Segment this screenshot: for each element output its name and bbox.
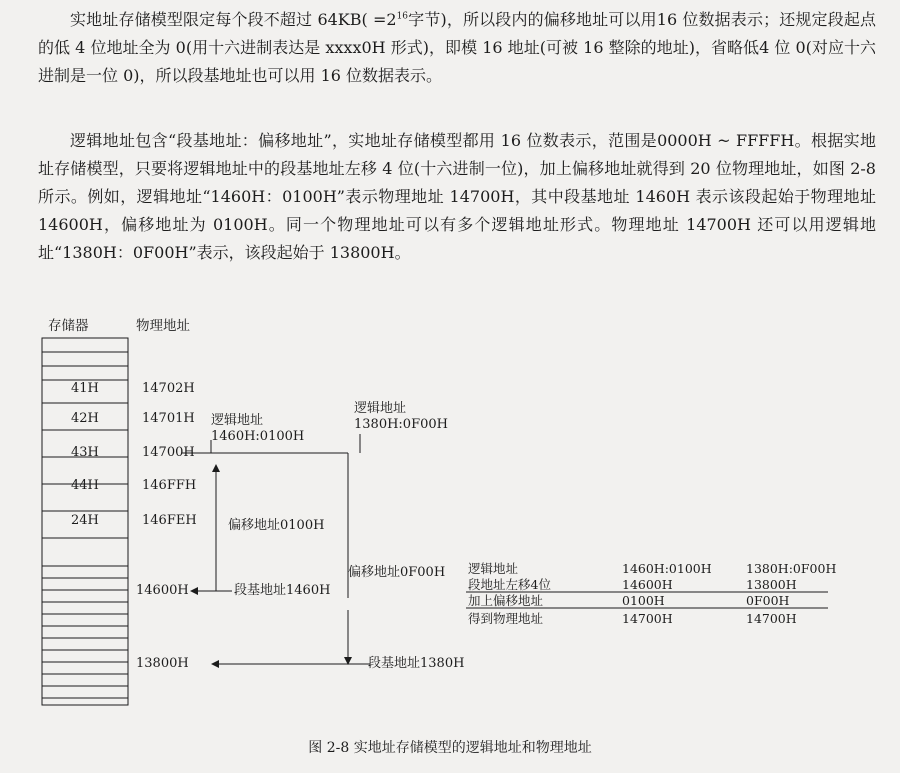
cell-value: 41H	[71, 381, 99, 396]
paragraph-logical-address: 逻辑地址包含“段基地址：偏移地址”，实地址存储模型都用 16 位数表示，范围是0000H ~ FFFFH。根据实地址存储模型，只要将逻辑地址中的段基地址左移 4 位(十六进制一位)，加上偏移地址就得到 20 位物理地址，如图 2-8 所示。例如，逻辑地址“1460H：0100H”表示物理地址 14700H，其中段基地址 1460H 表示该段起始于物理地址 14600H，偏移地址为 0100H。同一个物理地址可以有多个逻辑地址形式。物理地址 14700H 还可以用逻辑地址“1380H：0F00H”表示，该段起始于 13800H。	[38, 131, 876, 262]
table-cell: 14700H	[746, 611, 797, 626]
offset-0100-label: 偏移地址0100H	[228, 518, 325, 533]
offset-0f00-label: 偏移地址0F00H	[348, 565, 446, 580]
cell-value: 42H	[71, 411, 99, 426]
table-row-label: 得到物理地址	[468, 611, 544, 626]
table-cell: 14600H	[622, 577, 673, 592]
cell-value: 43H	[71, 445, 99, 460]
logical-address-value-1: 1460H:0100H	[211, 429, 305, 444]
cell-address: 14701H	[142, 411, 195, 426]
paragraph-1-exponent: 16	[396, 11, 409, 22]
cell-address: 146FEH	[142, 513, 197, 528]
address-14600: 14600H	[136, 583, 189, 598]
paragraph-1-text-b: 字节)，所以段内的偏移地址可以用16 位数据表示；还规定段起点的低 4 位地址全为 0(用十六进制表达是 xxxx0H 形式)，即模 16 地址(可被 16 整除的地址)，省略低4 位 0(对应十六进制是一位 0)，所以段基地址也可以用 16 位数据表示。	[38, 10, 876, 85]
logical-address-title-1: 逻辑地址	[211, 413, 264, 428]
table-row-label: 逻辑地址	[468, 561, 519, 576]
table-cell: 0F00H	[746, 593, 790, 608]
table-cell: 1380H:0F00H	[746, 561, 837, 576]
logical-address-title-2: 逻辑地址	[354, 401, 407, 416]
table-row-label: 段地址左移4位	[468, 577, 551, 592]
segbase-1460-label: 段基地址1460H	[234, 583, 331, 598]
memory-header: 存储器	[48, 318, 89, 334]
cell-address: 14702H	[142, 381, 195, 396]
table-cell: 1460H:0100H	[622, 561, 712, 576]
cell-address: 146FFH	[142, 478, 197, 493]
table-cell: 13800H	[746, 577, 797, 592]
cell-value: 24H	[71, 513, 99, 528]
address-13800: 13800H	[136, 656, 189, 671]
physical-address-header: 物理地址	[136, 318, 190, 334]
table-cell: 14700H	[622, 611, 673, 626]
cell-address: 14700H	[142, 445, 195, 460]
paragraph-1-text-a: 实地址存储模型限定每个段不超过 64KB( =2	[70, 10, 397, 29]
segbase-1380-label: 段基地址1380H	[368, 656, 465, 671]
logical-address-value-2: 1380H:0F00H	[354, 417, 448, 432]
cell-value: 44H	[71, 478, 99, 493]
table-cell: 0100H	[622, 593, 665, 608]
table-row-label: 加上偏移地址	[468, 593, 544, 608]
figure-caption: 图 2-8 实地址存储模型的逻辑地址和物理地址	[308, 740, 592, 756]
